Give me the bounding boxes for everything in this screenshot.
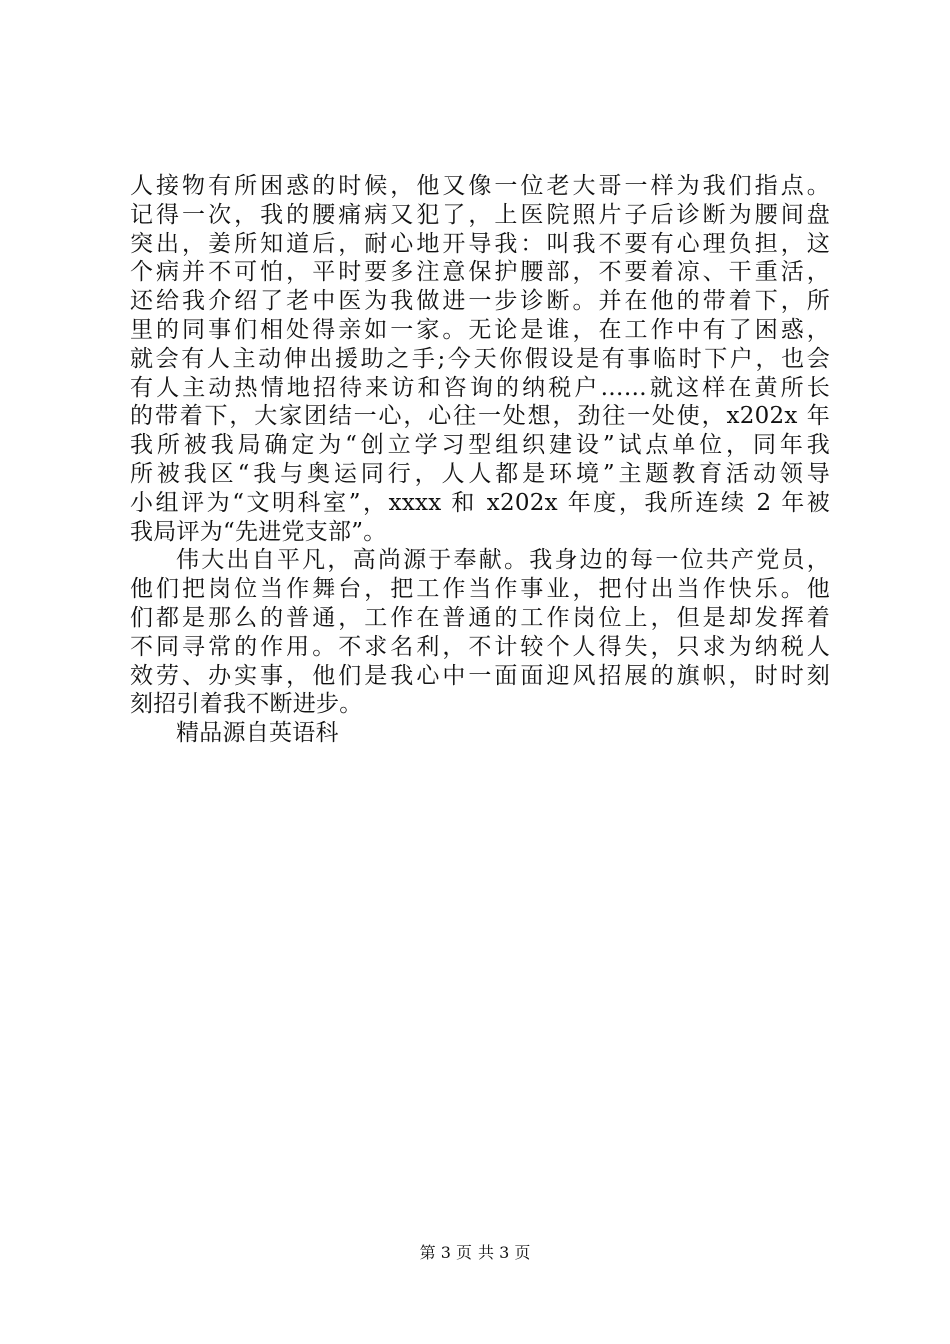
text-line: 人接物有所困惑的时候，他又像一位老大哥一样为我们指点。: [130, 173, 830, 199]
text-line: 小组评为“文明科室”，xxxx 和 x202x 年度，我所连续 2 年被: [130, 489, 830, 516]
text-line: 不同寻常的作用。不求名利，不计较个人得失，只求为纳税人: [130, 633, 830, 660]
text-line: 所被我区“我与奥运同行，人人都是环境”主题教育活动领导: [130, 460, 830, 487]
text-line: 突出，姜所知道后，耐心地开导我：叫我不要有心理负担，这: [130, 230, 830, 257]
page-total: 共 3 页: [478, 1243, 531, 1262]
text-line: 还给我介绍了老中医为我做进一步诊断。并在他的带着下，所: [130, 288, 830, 315]
text-line: 个病并不可怕，平时要多注意保护腰部，不要着凉、干重活，: [130, 259, 830, 286]
text-line: 们都是那么的普通，工作在普通的工作岗位上，但是却发挥着: [130, 604, 830, 631]
text-line: 效劳、办实事，他们是我心中一面面迎风招展的旗帜，时时刻: [130, 662, 830, 689]
text-line: 精品源自英语科: [176, 720, 339, 747]
text-line: 我所被我局确定为“创立学习型组织建设”试点单位，同年我: [130, 432, 830, 459]
document-body: [130, 172, 830, 748]
text-line: 有人主动热情地招待来访和咨询的纳税户……就这样在黄所长: [130, 374, 830, 401]
page-number: 第 3 页: [419, 1243, 472, 1262]
paragraph-1: [130, 172, 830, 546]
text-line: 刻招引着我不断进步。: [130, 691, 363, 718]
text-line: 记得一次，我的腰痛病又犯了，上医院照片子后诊断为腰间盘: [130, 201, 830, 228]
text-line: 他们把岗位当作舞台，把工作当作事业，把付出当作快乐。他: [130, 576, 830, 603]
page-footer: [0, 1243, 950, 1263]
paragraph-3: [130, 719, 830, 748]
text-line: 我局评为“先进党支部”。: [130, 518, 387, 545]
paragraph-2: [130, 546, 830, 719]
text-line: 的带着下，大家团结一心，心往一处想，劲往一处使，x202x 年: [130, 403, 830, 430]
text-line: 就会有人主动伸出援助之手;今天你假设是有事临时下户，也会: [130, 345, 830, 372]
text-line: 伟大出自平凡，高尚源于奉献。我身边的每一位共产党员，: [176, 547, 830, 574]
text-line: 里的同事们相处得亲如一家。无论是谁，在工作中有了困惑，: [130, 316, 830, 343]
